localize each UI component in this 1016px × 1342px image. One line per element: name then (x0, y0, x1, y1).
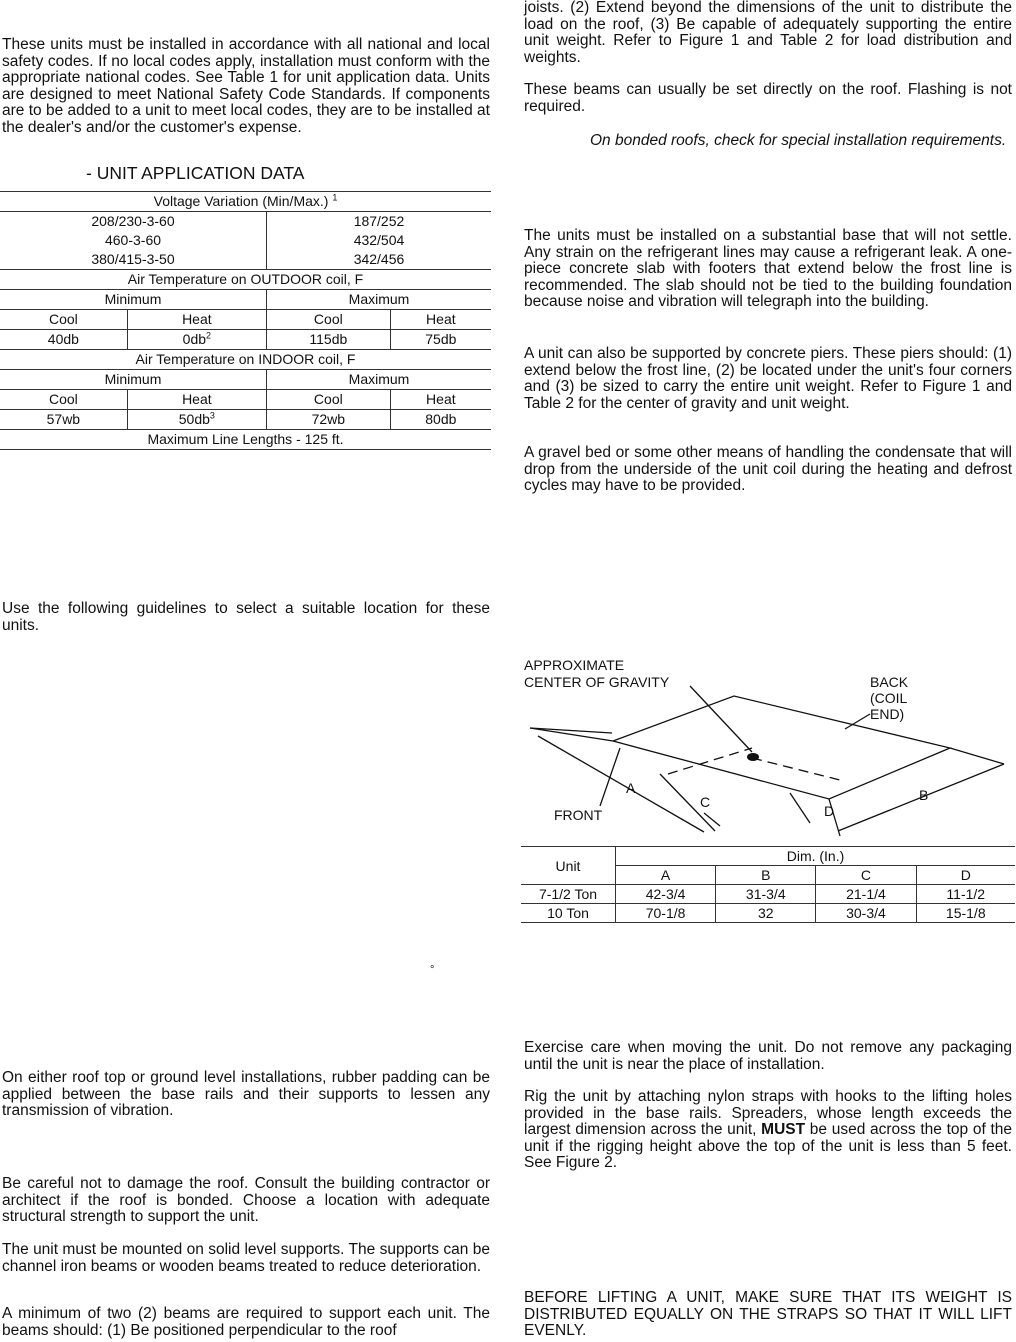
dim-cell: 32 (716, 904, 816, 923)
dim-header: Dim. (In.) (616, 847, 1016, 866)
col-b: B (716, 866, 816, 885)
heat-header: Heat (390, 310, 491, 330)
joists-paragraph: joists. (2) Extend beyond the dimensions of the unit to distribute the load on the roof, (3) Be capable of adequately supporting the entire unit weight. Refer to Figure 1 and Table 2 for load distribution and weights. (524, 0, 1012, 66)
dim-d-label: D (824, 803, 835, 819)
outdoor-value: 75db (390, 330, 491, 350)
degree-mark: ° (430, 964, 435, 976)
dim-cell: 42-3/4 (616, 885, 716, 904)
col-a: A (616, 866, 716, 885)
voltage-cell: 460-3-60 (0, 231, 266, 250)
table-row (521, 904, 1015, 923)
dim-cell: 30-3/4 (816, 904, 916, 923)
front-leader (600, 748, 620, 806)
cg-line-2 (752, 758, 840, 780)
front-label: FRONT (554, 807, 603, 823)
indoor-header: Air Temperature on INDOOR coil, F (0, 350, 491, 370)
cool-header: Cool (266, 310, 390, 330)
gravel-paragraph: A gravel bed or some other means of handling the condensate that will drop from the underside of the unit coil during the heating and defrost cycles may have to be provided. (524, 444, 1012, 495)
piers-paragraph: A unit can also be supported by concrete piers. These piers should: (1) extend below the frost line, (2) be located under the unit's four corners and (3) be sized to carry the entire unit weight. Refer to Figure 1 and Table 2 for the center of gravity and unit weight. (524, 345, 1012, 412)
dim-cell: 15-1/8 (916, 904, 1015, 923)
minimum-header: Minimum (0, 370, 266, 390)
bonded-note: On bonded roofs, check for special installation requirements. (590, 132, 1007, 149)
cg-leader (690, 686, 752, 752)
table-title: - UNIT APPLICATION DATA (86, 163, 305, 183)
voltage-cell: 208/230-3-60 (0, 212, 266, 232)
unit-cell: 10 Ton (521, 904, 616, 923)
line-lengths: Maximum Line Lengths - 125 ft. (0, 430, 491, 450)
base-paragraph: The units must be installed on a substantial base that will not settle. Any strain on the refrigerant lines may cause a refrigerant leak. A one-piece concrete slab with footers that extend below the frost line is recommended. The slab should not be tied to the building foundation because noise and vibration will telegraph into the building. (524, 227, 1012, 311)
dim-cell: 11-1/2 (916, 885, 1015, 904)
warning-paragraph: BEFORE LIFTING A UNIT, MAKE SURE THAT ITS WEIGHT IS DISTRIBUTED EQUALLY ON THE STRAPS SO THAT IT WILL LIFT EVENLY. (524, 1289, 1012, 1340)
back-extension (950, 748, 1004, 764)
rig-paragraph: Rig the unit by attaching nylon straps with hooks to the lifting holes provided in the base rails. Spreaders, whose length exceeds the largest dimension across the unit, MUST be used across the top of the unit if the rigging height above the top of the unit is less than 5 feet. See Figure 2. (524, 1088, 1013, 1172)
col-d: D (916, 866, 1015, 885)
dim-b-label: B (919, 787, 929, 803)
dim-cell: 21-1/4 (816, 885, 916, 904)
maximum-header: Maximum (266, 290, 491, 310)
unit-cell: 7-1/2 Ton (521, 885, 616, 904)
outdoor-header: Air Temperature on OUTDOOR coil, F (0, 270, 491, 290)
table-row (521, 885, 1015, 904)
rubber-paragraph: On either roof top or ground level installations, rubber padding can be applied between the base rails and their supports to lessen any transmission of vibration. (2, 1069, 490, 1120)
cg-dot (747, 753, 759, 761)
voltage-value: 432/504 (353, 232, 405, 248)
outdoor-value: 115db (266, 330, 390, 350)
heat-header: Heat (390, 390, 491, 410)
moving-paragraph: Exercise care when moving the unit. Do not remove any packaging until the unit is near the place of installation. (524, 1039, 1012, 1073)
cg-line-1 (668, 748, 752, 774)
indoor-value: 80db (390, 410, 491, 430)
voltage-value: 187/252 (353, 213, 405, 229)
voltage-header: Voltage Variation (Min/Max.) $^1$ (0, 192, 491, 212)
dim-a-label: A (626, 780, 636, 796)
guidelines-paragraph: Use the following guidelines to select a suitable location for these units. (2, 600, 490, 634)
front-left-tick (704, 813, 720, 826)
center-of-gravity-figure (520, 656, 1016, 846)
outdoor-value: $0db^2$ (127, 330, 266, 350)
mounted-paragraph: The unit must be mounted on solid level supports. The supports can be channel iron beams or wooden beams treated to reduce deterioration. (2, 1241, 490, 1275)
dimensions-table (521, 846, 1015, 923)
flashing-paragraph: These beams can usually be set directly on the roof. Flashing is not required. (524, 81, 1012, 115)
heat-header: Heat (127, 390, 266, 410)
indoor-value: 57wb (0, 410, 127, 430)
back-label-2: (COIL (870, 690, 908, 706)
back-label-3: END) (870, 706, 905, 722)
dim-cell: 31-3/4 (716, 885, 816, 904)
roof-paragraph: Be careful not to damage the roof. Consult the building contractor or architect if the roof is bonded. Choose a location with adequate structural strength to support the unit. (2, 1175, 490, 1226)
outdoor-value: 40db (0, 330, 127, 350)
cool-header: Cool (266, 390, 390, 410)
cg-label-2: CENTER OF GRAVITY (524, 674, 670, 690)
unit-header: Unit (521, 847, 616, 885)
cool-header: Cool (0, 310, 127, 330)
voltage-cell: 380/415-3-50 (0, 250, 266, 270)
intro-paragraph: These units must be installed in accordance with all national and local safety codes. If no local codes apply, installation must conform with the appropriate national codes. See Table 1 for unit application data. Units are designed to meet National Safety Code Standards. If components are to be added to a unit to meet local codes, they are to be installed at the dealer's and/or the customer's expense. (2, 36, 490, 136)
heat-header: Heat (127, 310, 266, 330)
indoor-value: 72wb (266, 410, 390, 430)
dim-d-line (790, 793, 810, 823)
dim-c-label: C (700, 794, 711, 810)
dim-cell: 70-1/8 (616, 904, 716, 923)
col-c: C (816, 866, 916, 885)
cool-header: Cool (0, 390, 127, 410)
back-label-1: BACK (870, 674, 909, 690)
back-leader (845, 714, 870, 729)
indoor-value: $50db^3$ (127, 410, 266, 430)
maximum-header: Maximum (266, 370, 491, 390)
minimum-header: Minimum (0, 290, 266, 310)
beams-paragraph: A minimum of two (2) beams are required to support each unit. The beams should: (1) Be positioned perpendicular to the roof (2, 1305, 490, 1339)
voltage-value: 342/456 (266, 250, 491, 270)
unit-application-table (0, 191, 491, 450)
cg-label-1: APPROXIMATE (524, 657, 625, 673)
